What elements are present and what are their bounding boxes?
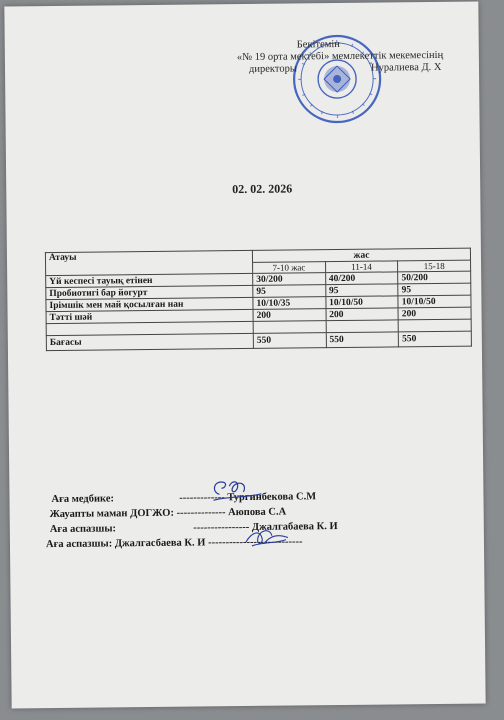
table-cell: 200 — [398, 307, 471, 320]
column-header-age-group: жас — [252, 248, 470, 262]
price-cell: 550 — [399, 331, 472, 347]
table-cell: 200 — [326, 308, 399, 321]
signature-line-chef — [50, 521, 338, 535]
signature-role: Аға аспазшы: — [49, 523, 117, 536]
price-cell: 550 — [326, 332, 399, 348]
dish-name: Пробиотигі бар йогурт — [46, 285, 253, 299]
signature-role: Аға медбике: — [51, 493, 115, 506]
handwritten-signature-icon — [205, 474, 265, 505]
director-label: директоры — [248, 63, 297, 75]
approval-title: Бекітемін — [296, 38, 340, 51]
table-row-price — [46, 331, 471, 350]
table-cell: 30/200 — [253, 273, 326, 286]
document-page — [4, 2, 485, 709]
table-cell: 200 — [253, 309, 326, 322]
signature-dash: ------------- — [179, 492, 225, 504]
handwritten-signature-icon — [242, 524, 292, 551]
approval-organization: «№ 19 орта мектебі» мемлекеттік мекемесінің — [236, 49, 444, 64]
signature-line-specialist — [50, 507, 287, 520]
column-header-age: 11-14 — [325, 261, 398, 273]
table-cell: 95 — [325, 284, 398, 297]
director-name: Нуралиева Д. Х — [370, 61, 442, 74]
table-cell: 95 — [253, 285, 326, 298]
table-cell — [326, 320, 399, 333]
signature-name: Тургинбекова С.М — [227, 491, 317, 504]
column-header-age: 15-18 — [398, 260, 471, 272]
signature-line-nurse — [51, 491, 316, 505]
dish-name: Ірімшік мен май қосылған нан — [46, 297, 253, 311]
table-cell: 10/10/50 — [398, 295, 471, 308]
signature-role: Аға аспазшы: Джалгасбаева К. И — [45, 537, 206, 551]
table-cell: 10/10/50 — [326, 296, 399, 309]
signature-role: Жауапты маман ДОГЖО: — [49, 507, 175, 521]
dish-name: Үй кеспесі тауық етінен — [46, 273, 253, 287]
column-header-age: 7-10 жас — [253, 262, 326, 274]
signature-dash: ---------------- — [193, 521, 250, 534]
signature-dash: --------------------------- — [208, 536, 303, 549]
price-cell: 550 — [253, 333, 326, 349]
table-cell: 95 — [398, 283, 471, 296]
table-cell: 10/10/35 — [253, 297, 326, 310]
signature-name: Джалгабаева К. И — [251, 521, 338, 533]
signature-dash: -------------- — [176, 507, 226, 519]
table-cell — [253, 321, 326, 334]
table-cell: 40/200 — [325, 272, 398, 285]
column-header-name: Атауы — [45, 250, 252, 275]
price-label: Бағасы — [46, 333, 253, 350]
menu-table — [45, 248, 472, 351]
table-cell — [398, 319, 471, 332]
document-date: 02. 02. 2026 — [232, 181, 293, 197]
table-cell: 50/200 — [398, 271, 471, 284]
dish-name: Тәтті шәй — [46, 309, 253, 323]
signature-name: Аюпова С.А — [228, 506, 287, 519]
